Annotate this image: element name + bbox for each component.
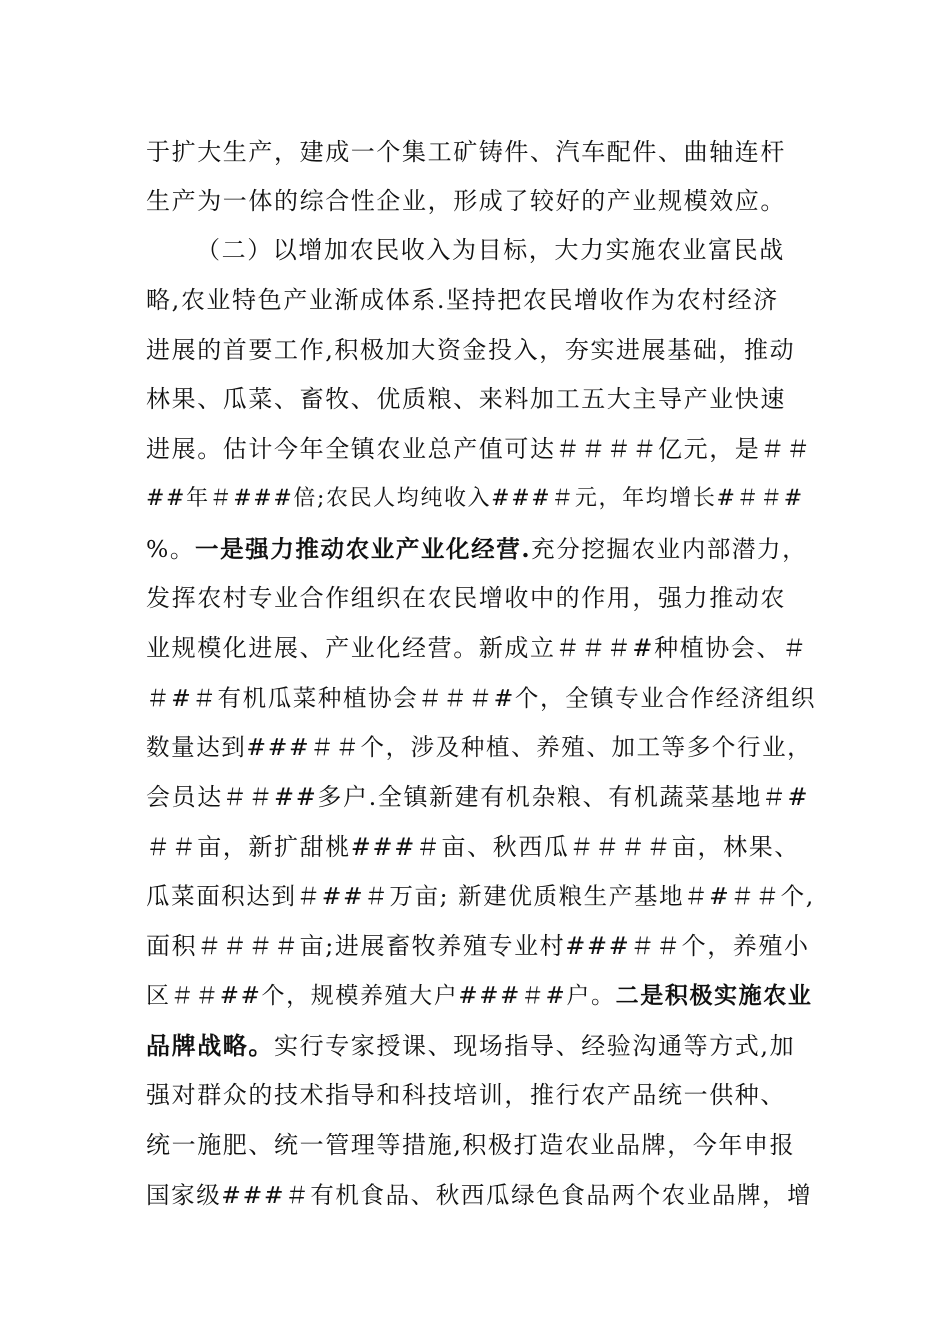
point-two-text: 实行专家授课、现场指导、经验沟通等方式,加 bbox=[274, 1032, 796, 1060]
text-line-16: 瓜菜面积达到＃##＃万亩; 新建优质粮生产基地＃#＃＃个, bbox=[146, 882, 815, 910]
text-line-15: ＃＃亩，新扩甜桃###＃亩、秋西瓜＃＃＃＃亩，林果、 bbox=[146, 833, 800, 861]
text-line-5: 进展的首要工作,积极加大资金投入，夯实进展基础，推动 bbox=[146, 336, 796, 364]
text-line-2: 生产为一体的综合性企业，形成了较好的产业规模效应。 bbox=[146, 187, 786, 215]
percent-text: %。 bbox=[146, 535, 196, 563]
text-line-7: 进展。估计今年全镇农业总产值可达＃＃＃＃亿元，是＃＃ bbox=[146, 435, 812, 463]
text-line-8: ##年＃###倍;农民人均纯收入###＃元，年均增长#＃＃# bbox=[146, 486, 804, 511]
text-line-13: 数量达到###＃＃个，涉及种植、养殖、加工等多个行业， bbox=[146, 733, 813, 761]
point-one-text: 充分挖掘农业内部潜力， bbox=[531, 535, 808, 563]
bold-point-two: 二是积极实施农业 bbox=[615, 982, 813, 1009]
text-line-1: 于扩大生产，建成一个集工矿铸件、汽车配件、曲轴连杆 bbox=[146, 138, 786, 166]
text-line-9 bbox=[146, 534, 816, 564]
text-line-12: ＃#＃有机瓜菜种植协会＃＃＃#个，全镇专业合作经济组织 bbox=[146, 684, 817, 712]
text-line-17: 面积＃＃＃＃亩;进展畜牧养殖专业村###＃＃个，养殖小 bbox=[146, 932, 810, 960]
text-line-21: 统一施肥、统一管理等措施,积极打造农业品牌，今年申报 bbox=[146, 1131, 796, 1159]
text-line-14: 会员达＃＃##多户.全镇新建有机杂粮、有机蔬菜基地＃# bbox=[146, 783, 810, 811]
text-line-20: 强对群众的技术指导和科技培训，推行农产品统一供种、 bbox=[146, 1081, 786, 1109]
text-line-6: 林果、瓜菜、畜牧、优质粮、来料加工五大主导产业快速 bbox=[146, 385, 786, 413]
text-line-19 bbox=[146, 1031, 816, 1061]
text-line-4: 略,农业特色产业渐成体系.坚持把农民增收作为农村经济 bbox=[146, 286, 779, 314]
text-line-22: 国家级###＃有机食品、秋西瓜绿色食品两个农业品牌，增 bbox=[146, 1181, 813, 1209]
section-heading-line: （二）以增加农民收入为目标，大力实施农业富民战 bbox=[196, 236, 785, 264]
bold-point-one: 一是强力推动农业产业化经营. bbox=[195, 535, 532, 563]
households-text: 区＃＃##个，规模养殖大户###＃#户。 bbox=[146, 983, 616, 1009]
bold-point-two-cont: 品牌战略。 bbox=[146, 1031, 274, 1060]
text-line-11: 业规模化进展、产业化经营。新成立＃＃＃#种植协会、＃ bbox=[146, 634, 808, 662]
text-line-10: 发挥农村专业合作组织在农民增收中的作用，强力推动农 bbox=[146, 584, 786, 612]
text-line-18 bbox=[146, 981, 816, 1011]
